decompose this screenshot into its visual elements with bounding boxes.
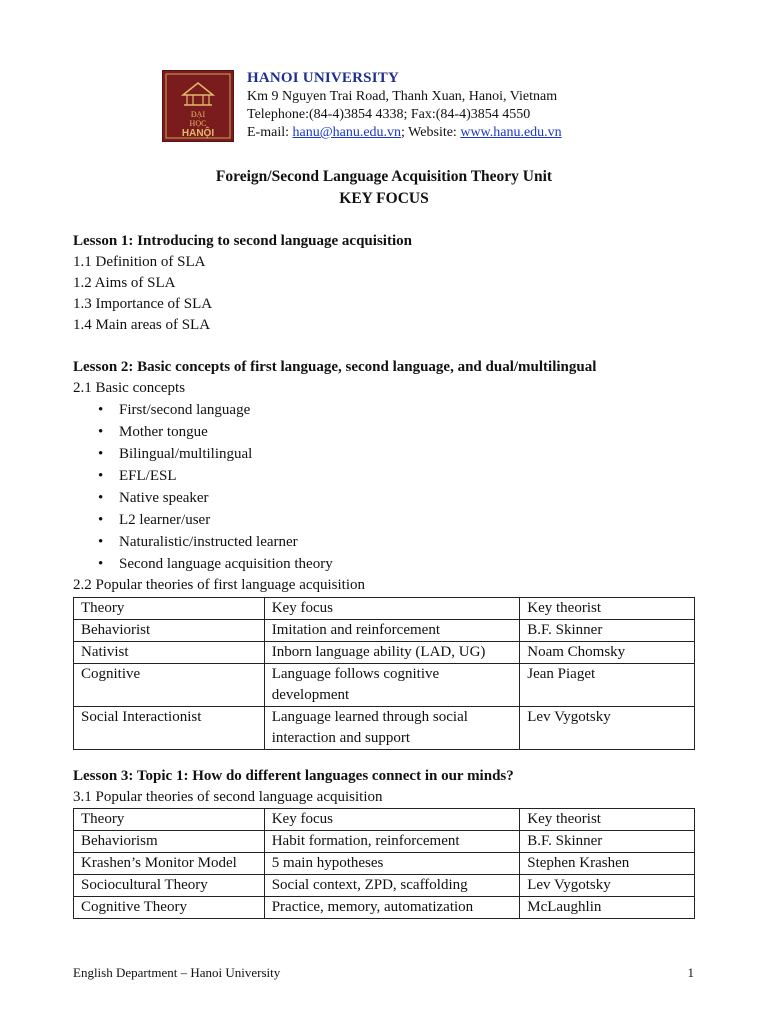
- table-cell: Social context, ZPD, scaffolding: [264, 875, 520, 897]
- logo-text-2: HỌC: [189, 119, 207, 128]
- website-label: ; Website:: [401, 125, 461, 140]
- website-link[interactable]: www.hanu.edu.vn: [460, 125, 562, 140]
- table-header-cell: Key theorist: [520, 598, 695, 620]
- list-item-label: Native speaker: [119, 490, 209, 506]
- list-item: [73, 465, 733, 487]
- lesson2-section: [73, 357, 733, 596]
- table-cell: Social Interactionist: [74, 707, 265, 750]
- table-row: [74, 853, 695, 875]
- table-row: [74, 875, 695, 897]
- table-cell: B.F. Skinner: [520, 620, 695, 642]
- table-cell: 5 main hypotheses: [264, 853, 520, 875]
- list-item-label: First/second language: [119, 402, 251, 418]
- university-phone: Telephone:(84-4)3854 4338; Fax:(84-4)3854 4550: [247, 107, 531, 122]
- bullet-icon: •: [98, 402, 104, 418]
- lesson2-sub2: 2.2 Popular theories of first language acquisition: [73, 577, 366, 593]
- table-row: [74, 897, 695, 919]
- footer-department: English Department – Hanoi University: [73, 965, 281, 980]
- lesson2-heading: Lesson 2: Basic concepts of first language, second language, and dual/multilingual: [73, 359, 597, 375]
- list-item: [73, 421, 733, 443]
- email-label: E-mail:: [247, 125, 293, 140]
- table-cell: Cognitive: [74, 664, 265, 707]
- table-cell: Noam Chomsky: [520, 642, 695, 664]
- logo-text-1: ĐẠI: [190, 110, 206, 119]
- table-header-cell: Key theorist: [520, 809, 695, 831]
- logo-emblem-icon: [163, 71, 233, 141]
- list-item-label: Second language acquisition theory: [119, 556, 333, 572]
- lesson1-item: 1.2 Aims of SLA: [73, 275, 176, 291]
- document-title-line2: KEY FOCUS: [339, 190, 429, 207]
- table-cell: Lev Vygotsky: [520, 707, 695, 750]
- list-item: [73, 509, 733, 531]
- table-row: [74, 620, 695, 642]
- table-cell: McLaughlin: [520, 897, 695, 919]
- table-cell: Sociocultural Theory: [74, 875, 265, 897]
- table-cell: Behaviorist: [74, 620, 265, 642]
- lesson1-heading: Lesson 1: Introducing to second language acquisition: [73, 233, 412, 249]
- lesson1-item: 1.3 Importance of SLA: [73, 296, 213, 312]
- bullet-icon: •: [98, 468, 104, 484]
- table-cell: Stephen Krashen: [520, 853, 695, 875]
- table-cell: Language follows cognitive development: [264, 664, 520, 707]
- bullet-icon: •: [98, 556, 104, 572]
- logo-text-3: HANỘI: [181, 128, 215, 139]
- table-header-cell: Key focus: [264, 809, 520, 831]
- table-cell: Imitation and reinforcement: [264, 620, 520, 642]
- bullet-icon: •: [98, 512, 104, 528]
- table-row: [74, 664, 695, 707]
- lesson3-sub1: 3.1 Popular theories of second language acquisition: [73, 789, 383, 805]
- lesson2-bullet-list: [73, 399, 733, 575]
- table-cell: Lev Vygotsky: [520, 875, 695, 897]
- lesson2-sub1: 2.1 Basic concepts: [73, 380, 186, 396]
- university-address: Km 9 Nguyen Trai Road, Thanh Xuan, Hanoi, Vietnam: [247, 89, 558, 104]
- table-cell: Behaviorism: [74, 831, 265, 853]
- table-row: [74, 831, 695, 853]
- bullet-icon: •: [98, 490, 104, 506]
- lesson1-item: 1.1 Definition of SLA: [73, 254, 206, 270]
- second-language-theories-table: [73, 808, 695, 919]
- email-link[interactable]: hanu@hanu.edu.vn: [292, 125, 402, 140]
- list-item: [73, 531, 733, 553]
- list-item-label: L2 learner/user: [119, 512, 211, 528]
- list-item: [73, 553, 733, 575]
- table-header-row: [74, 598, 695, 620]
- lesson1-section: [73, 231, 713, 336]
- list-item: [73, 487, 733, 509]
- footer-page-number: 1: [687, 965, 694, 980]
- list-item: [73, 443, 733, 465]
- table-cell: Nativist: [74, 642, 265, 664]
- document-title-line1: Foreign/Second Language Acquisition Theory Unit: [215, 168, 553, 185]
- table-cell: Habit formation, reinforcement: [264, 831, 520, 853]
- list-item-label: Naturalistic/instructed learner: [119, 534, 298, 550]
- document-title: [0, 166, 768, 210]
- university-name: HANOI UNIVERSITY: [247, 70, 399, 86]
- table-cell: Language learned through social interaction and support: [264, 707, 520, 750]
- bullet-icon: •: [98, 424, 104, 440]
- bullet-icon: •: [98, 446, 104, 462]
- first-language-theories-table: [73, 597, 695, 750]
- list-item-label: Bilingual/multilingual: [119, 446, 253, 462]
- table-cell: Krashen’s Monitor Model: [74, 853, 265, 875]
- list-item-label: EFL/ESL: [119, 468, 177, 484]
- lesson1-item: 1.4 Main areas of SLA: [73, 317, 211, 333]
- university-logo: [162, 70, 234, 142]
- university-info: [247, 68, 727, 142]
- table-header-cell: Theory: [74, 809, 265, 831]
- list-item-label: Mother tongue: [119, 424, 208, 440]
- table-cell: B.F. Skinner: [520, 831, 695, 853]
- table-header-cell: Key focus: [264, 598, 520, 620]
- table-cell: Practice, memory, automatization: [264, 897, 520, 919]
- table-cell: Jean Piaget: [520, 664, 695, 707]
- list-item: [73, 399, 733, 421]
- table-header-cell: Theory: [74, 598, 265, 620]
- table-header-row: [74, 809, 695, 831]
- table-row: [74, 642, 695, 664]
- lesson3-heading: Lesson 3: Topic 1: How do different languages connect in our minds?: [73, 768, 514, 784]
- table-cell: Cognitive Theory: [74, 897, 265, 919]
- bullet-icon: •: [98, 534, 104, 550]
- table-row: [74, 707, 695, 750]
- lesson3-section: [73, 766, 713, 808]
- table-cell: Inborn language ability (LAD, UG): [264, 642, 520, 664]
- university-contact: [247, 124, 727, 142]
